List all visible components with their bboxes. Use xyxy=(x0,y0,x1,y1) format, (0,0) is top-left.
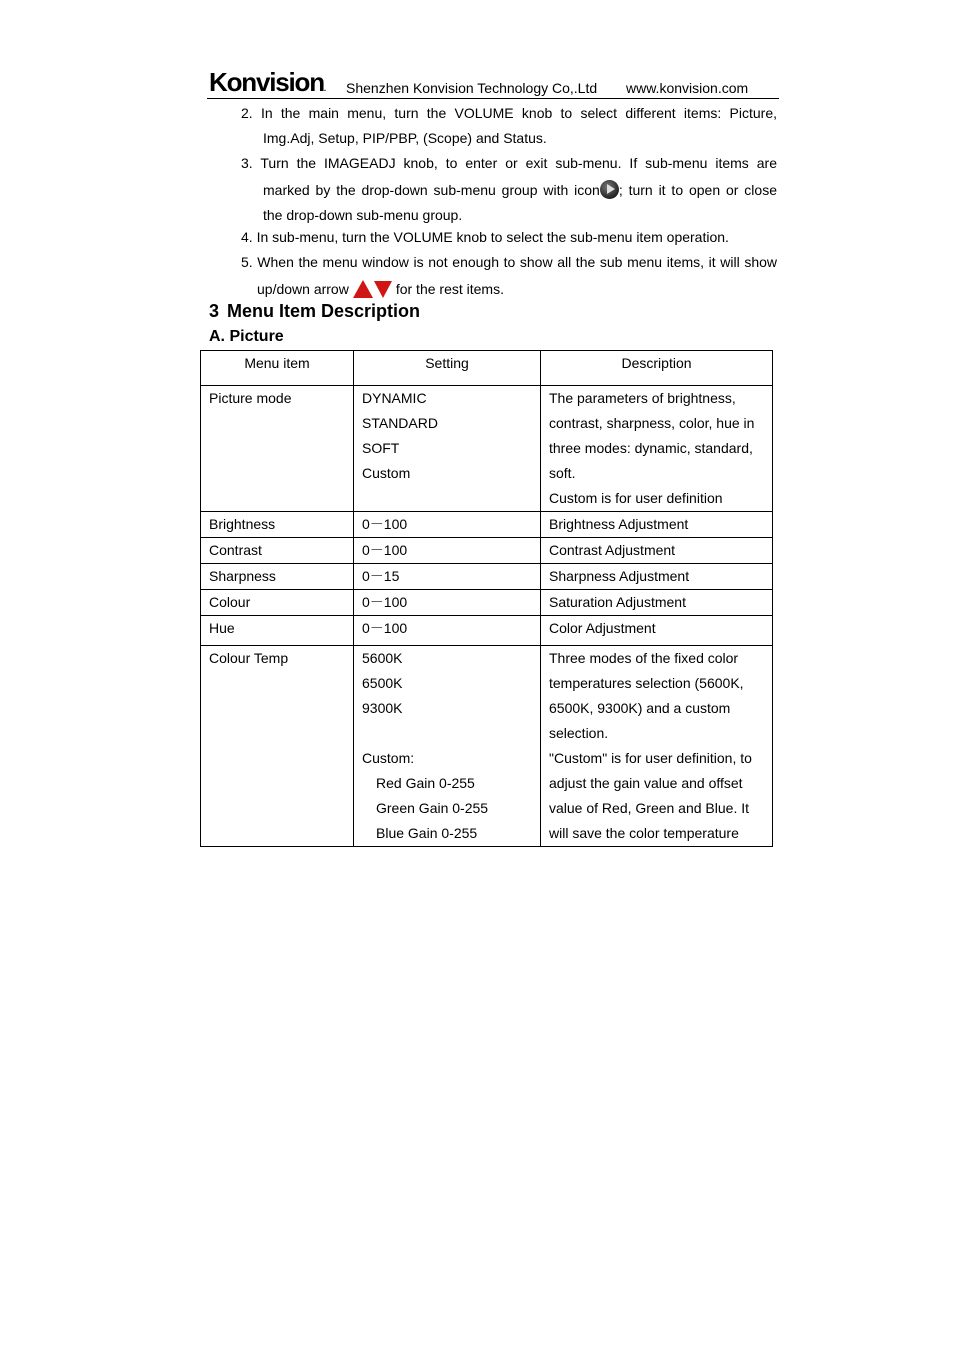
up-arrow-icon xyxy=(353,280,373,298)
setting-cell: 0－100 xyxy=(354,512,541,538)
menu-item-cell: Contrast xyxy=(201,538,354,564)
column-header: Description xyxy=(541,351,773,386)
website-url: www.konvision.com xyxy=(626,80,749,96)
step-5 xyxy=(241,250,777,307)
step-3 xyxy=(241,151,777,225)
description-cell: Color Adjustment xyxy=(541,616,773,646)
description-cell: Contrast Adjustment xyxy=(541,538,773,564)
table-row xyxy=(201,538,773,564)
company-name: Shenzhen Konvision Technology Co,.Ltd xyxy=(346,80,598,96)
setting-cell: 0－100 xyxy=(354,590,541,616)
down-arrow-icon xyxy=(374,281,392,298)
menu-item-cell: Brightness xyxy=(201,512,354,538)
instruction-steps xyxy=(241,101,777,307)
description-cell: Brightness Adjustment xyxy=(541,512,773,538)
picture-menu-table xyxy=(200,350,773,847)
step-line: the drop-down sub-menu group. xyxy=(263,207,463,223)
konvision-logo: Konvision. xyxy=(209,67,327,97)
table-header-row xyxy=(201,351,773,386)
menu-item-cell: Colour Temp xyxy=(201,646,354,847)
table-row xyxy=(201,564,773,590)
section-heading: 3 Menu Item Description xyxy=(209,301,421,321)
step-2 xyxy=(241,101,777,151)
setting-cell: DYNAMIC STANDARD SOFT Custom xyxy=(354,386,541,512)
table-row xyxy=(201,616,773,646)
step-line: Img.Adj, Setup, PIP/PBP, (Scope) and Status. xyxy=(263,130,547,146)
setting-cell: 0－15 xyxy=(354,564,541,590)
page-header xyxy=(207,66,779,99)
description-cell: Sharpness Adjustment xyxy=(541,564,773,590)
setting-cell: 5600K 6500K 9300K Custom: Red Gain 0-255 Green Gain 0-255 Blue Gain 0-255 xyxy=(354,646,541,847)
column-header: Setting xyxy=(354,351,541,386)
setting-cell: 0－100 xyxy=(354,538,541,564)
step-line: 4. In sub-menu, turn the VOLUME knob to select the sub-menu item operation. xyxy=(241,229,729,245)
setting-cell: 0－100 xyxy=(354,616,541,646)
description-cell: Three modes of the fixed color temperatures selection (5600K, 6500K, 9300K) and a custom selection. "Custom" is for user definition, to adjust the gain value and offset value of Red, Green and Blue. It will save the color temperature xyxy=(541,646,773,847)
table-row xyxy=(201,590,773,616)
step-4 xyxy=(241,225,777,250)
menu-item-cell: Picture mode xyxy=(201,386,354,512)
step-line: 3. Turn the IMAGEADJ knob, to enter or exit sub-menu. If sub-menu items are xyxy=(241,155,777,171)
description-cell: The parameters of brightness, contrast, sharpness, color, hue in three modes: dynamic, standard, soft. Custom is for user definition xyxy=(541,386,773,512)
table-row xyxy=(201,386,773,512)
table-row xyxy=(201,512,773,538)
step-line: 2. In the main menu, turn the VOLUME knob to select different items: Picture, xyxy=(241,105,777,121)
play-circle-icon xyxy=(600,180,619,199)
description-cell: Saturation Adjustment xyxy=(541,590,773,616)
step-line: up/down arrow for the rest items. xyxy=(241,275,777,307)
menu-item-cell: Colour xyxy=(201,590,354,616)
menu-item-cell: Sharpness xyxy=(201,564,354,590)
step-line: marked by the drop-down sub-menu group with icon ; turn it to open or close xyxy=(263,182,777,198)
step-line: 5. When the menu window is not enough to show all the sub menu items, it will show xyxy=(241,254,777,270)
table-row xyxy=(201,646,773,847)
column-header: Menu item xyxy=(201,351,354,386)
subsection-heading: A. Picture xyxy=(209,328,284,345)
menu-item-cell: Hue xyxy=(201,616,354,646)
